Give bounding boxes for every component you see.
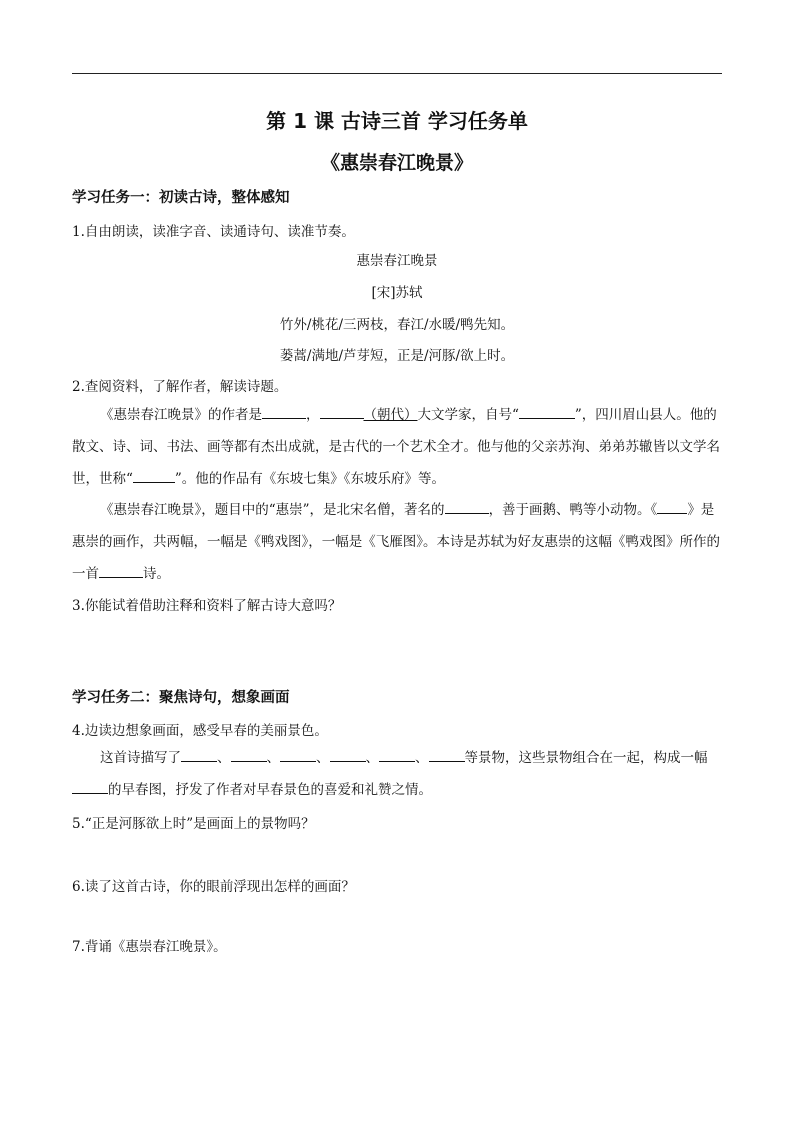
poem-line-2: 蒌蒿/满地/芦芽短，正是/河豚/欲上时。 [279, 348, 515, 364]
question-6: 6.读了这首古诗，你的眼前浮现出怎样的画面？ [72, 879, 355, 895]
question-7: 7.背诵《惠崇春江晚景》。 [72, 939, 227, 955]
blank-scene-1[interactable] [181, 748, 217, 763]
poem-title: 惠崇春江晚景 [356, 253, 438, 269]
blank-scene-5[interactable] [379, 748, 415, 763]
blank-monk-role[interactable] [445, 500, 489, 515]
author-paragraph: 《惠崇春江晚景》的作者是 ， （朝代）大文学家，自号“ ”，四川眉山县人。他的散文、诗、词、书法、画等都有杰出成就，是古代的一个艺术全才。他与他的父亲苏洵、弟弟苏辙皆以文学名世，世称“ ”。他的作品有《东坡七集》《东坡乐府》等。 [72, 399, 722, 495]
page-title: 第 1 课 古诗三首 学习任务单 [266, 109, 528, 133]
blank-picture[interactable] [72, 780, 108, 795]
question-4: 4.边读边想象画面，感受早春的美丽景色。 [72, 723, 328, 739]
blank-scene-2[interactable] [231, 748, 267, 763]
blank-scene-6[interactable] [429, 748, 465, 763]
question-5: 5.“正是河豚欲上时”是画面上的景物吗？ [72, 816, 315, 832]
question-3: 3.你能试着借助注释和资料了解古诗大意吗？ [72, 598, 342, 614]
poem-subtitle: 《惠崇春江晚景》 [320, 152, 473, 174]
blank-painting[interactable] [657, 500, 687, 515]
blank-pen-name[interactable] [519, 405, 575, 420]
question-1: 1.自由朗读，读准字音、读通诗句、读准节奏。 [72, 224, 355, 240]
header-rule [72, 73, 722, 74]
blank-poem-type[interactable] [99, 564, 143, 579]
question-2: 2.查阅资料，了解作者，解读诗题。 [72, 379, 288, 395]
poem-author: [宋]苏轼 [371, 285, 423, 301]
blank-family-title[interactable] [133, 469, 175, 484]
dynasty-hint: （朝代） [363, 407, 418, 423]
blank-scene-3[interactable] [280, 748, 316, 763]
poem-line-1: 竹外/桃花/三两枝，春江/水暖/鸭先知。 [279, 317, 515, 333]
blank-author[interactable] [262, 405, 306, 420]
blank-dynasty[interactable] [320, 405, 364, 420]
task2-heading: 学习任务二：聚焦诗句，想象画面 [72, 690, 290, 706]
scenery-paragraph: 这首诗描写了 、 、 、 、 、 等景物，这些景物组合在一起，构成一幅的早春图，抒发了作者对早春景色的喜爱和礼赞之情。 [72, 742, 722, 806]
blank-scene-4[interactable] [330, 748, 366, 763]
task1-heading: 学习任务一：初读古诗，整体感知 [72, 190, 290, 206]
title-paragraph: 《惠崇春江晚景》，题目中的“惠崇”，是北宋名僧，著名的 ，善于画鹅、鸭等小动物。《 》是惠崇的画作，共两幅，一幅是《鸭戏图》，一幅是《飞雁图》。本诗是苏轼为好友惠崇的这幅《鸭戏图》所作的一首 诗。 [72, 494, 722, 590]
